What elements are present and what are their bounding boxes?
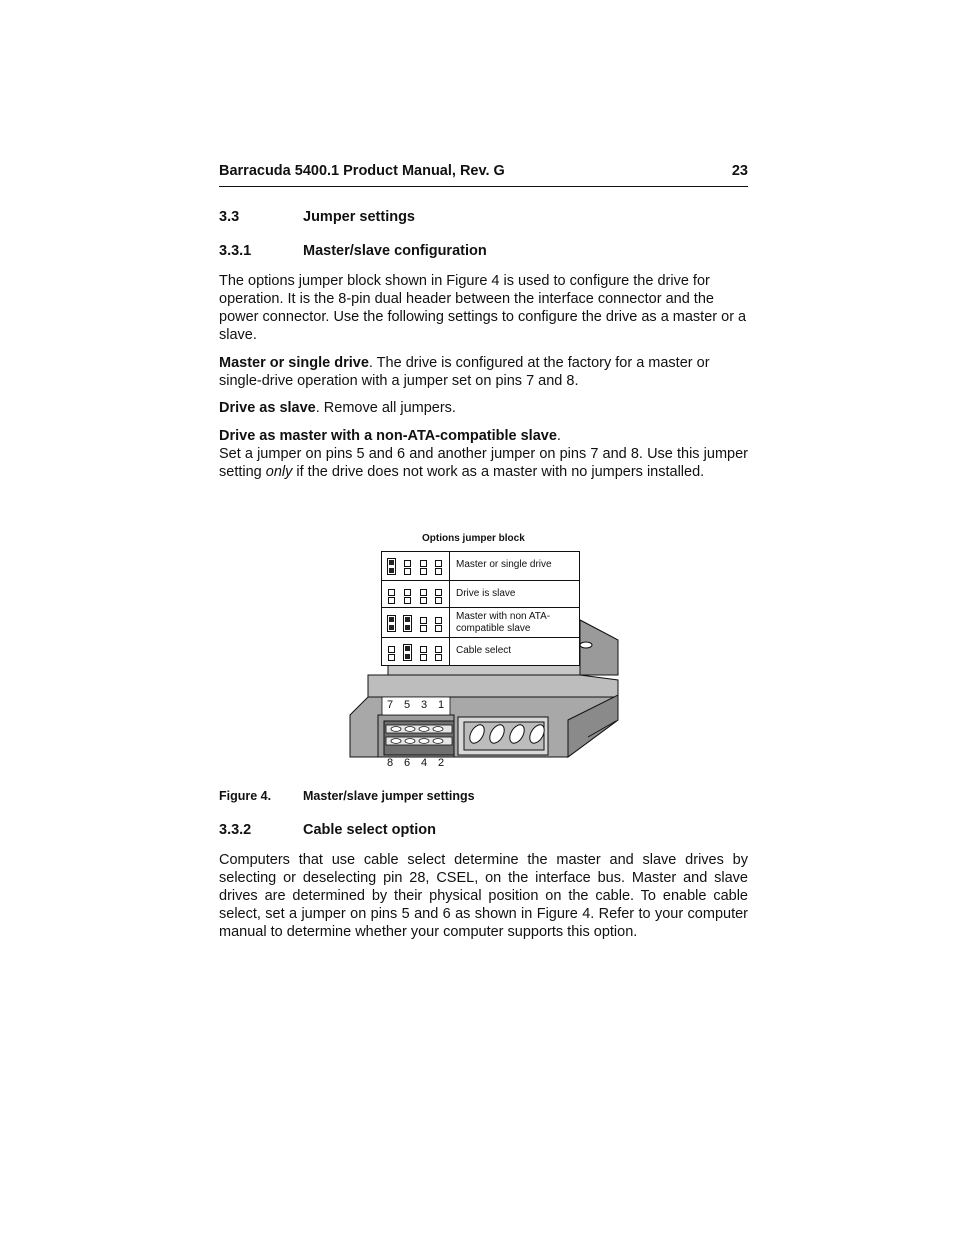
pin-number-top: 5	[404, 699, 411, 711]
drive-slave-text: . Remove all jumpers.	[315, 400, 456, 416]
pin-2	[435, 597, 442, 604]
row-label-line1: Master with non ATA-	[456, 611, 551, 622]
section-title: Master/slave configuration	[303, 243, 487, 259]
pin-7	[388, 589, 395, 596]
header-pin	[419, 727, 429, 732]
section-number: 3.3.1	[219, 243, 252, 259]
pin-number-bottom: 6	[404, 757, 411, 769]
pin-number-bottom: 8	[387, 757, 394, 769]
header-pin	[433, 739, 443, 744]
pin-8	[388, 654, 395, 661]
figure-caption-number: Figure 4.	[219, 789, 272, 803]
running-header	[219, 163, 748, 179]
master-non-ata-emphasis: only	[265, 464, 293, 480]
drive-slave-label: Drive as slave	[219, 400, 316, 416]
pin-4	[420, 568, 427, 575]
jumper-7-8	[387, 615, 396, 632]
pin-5	[404, 560, 411, 567]
page-number: 23	[731, 163, 748, 179]
pin-number-bottom: 2	[438, 757, 445, 769]
pin-4	[420, 625, 427, 632]
pin-1	[435, 560, 442, 567]
pin-6	[404, 568, 411, 575]
header-rule	[219, 186, 748, 187]
master-single-paragraph	[219, 354, 748, 390]
pin-1	[435, 589, 442, 596]
section-heading-3-3-1	[219, 243, 487, 259]
figure-caption-title: Master/slave jumper settings	[303, 789, 475, 803]
master-non-ata-text-before: Set a jumper on pins 5 and 6 and another jumper on pins 7 and 8. Use this jumper setting	[219, 446, 748, 480]
header-pin	[405, 727, 415, 732]
master-non-ata-text-after: if the drive does not work as a master with no jumpers installed.	[292, 464, 705, 480]
figure-caption	[219, 789, 475, 803]
intro-paragraph: The options jumper block shown in Figure 4 is used to configure the drive for operation. It is the 8-pin dual header between the interface connector and the power connector. Use the following settings to configure the drive as a master or a slave.	[219, 273, 747, 343]
jumper-5-6	[403, 615, 412, 632]
master-non-ata-paragraph	[219, 445, 748, 481]
row-label: Cable select	[456, 645, 512, 656]
row-label: Drive is slave	[456, 588, 516, 599]
pin-diagram	[382, 552, 450, 580]
pin-diagram	[382, 581, 450, 608]
master-non-ata-label: Drive as master with a non-ATA-compatible slave	[219, 428, 557, 444]
jumper-5-6	[403, 644, 412, 661]
jumper-row-master-single	[382, 552, 579, 580]
master-single-label: Master or single drive	[219, 355, 369, 371]
pin-8	[388, 597, 395, 604]
jumper-row-master-non-ata	[382, 607, 579, 638]
section-heading-3-3-2	[219, 822, 436, 838]
row-label	[456, 611, 550, 635]
master-single-text: . The drive is configured at the factory for a master or single-drive operation with a jumper set on pins 7 and 8.	[219, 355, 710, 389]
header-pin	[419, 739, 429, 744]
row-label: Master or single drive	[456, 559, 552, 570]
jumper-row-cable-select	[382, 637, 579, 666]
pin-number-top: 3	[421, 699, 428, 711]
figure-title: Options jumper block	[422, 533, 525, 544]
pin-7	[388, 646, 395, 653]
pin-diagram	[382, 638, 450, 666]
pin-2	[435, 568, 442, 575]
pin-2	[435, 625, 442, 632]
header-pin	[391, 739, 401, 744]
pin-6	[404, 597, 411, 604]
pin-1	[435, 617, 442, 624]
pin-4	[420, 597, 427, 604]
section-number: 3.3	[219, 209, 240, 225]
pin-number-bottom: 4	[421, 757, 428, 769]
drive-slave-paragraph	[219, 399, 748, 417]
master-non-ata-heading	[219, 427, 748, 445]
drive-mid-slab	[368, 675, 618, 697]
header-pin	[391, 727, 401, 732]
header-title: Barracuda 5400.1 Product Manual, Rev. G	[219, 163, 505, 179]
header-pin	[405, 739, 415, 744]
pin-3	[420, 560, 427, 567]
pin-diagram	[382, 608, 450, 638]
master-non-ata-suffix: .	[556, 428, 561, 444]
drive-screw-hole	[580, 642, 592, 648]
pin-3	[420, 646, 427, 653]
section-heading-3-3	[219, 209, 415, 225]
pin-1	[435, 646, 442, 653]
section-title: Jumper settings	[303, 209, 415, 225]
pin-5	[404, 589, 411, 596]
pin-3	[420, 589, 427, 596]
pin-number-top: 7	[387, 699, 394, 711]
row-label-line2: compatible slave	[456, 623, 531, 634]
jumper-7-8	[387, 558, 396, 575]
section-number: 3.3.2	[219, 822, 252, 838]
pin-3	[420, 617, 427, 624]
pin-2	[435, 654, 442, 661]
cable-select-paragraph: Computers that use cable select determine the master and slave drives by selecting or deselecting pin 28, CSEL, on the interface bus. Master and slave drives are determined by their physical position on the cable. To enable cable select, set a jumper on pins 5 and 6 as shown in Figure 4. Refer to your computer manual to determine whether your computer supports this option.	[219, 852, 748, 940]
jumper-settings-table	[381, 551, 580, 666]
header-pin	[433, 727, 443, 732]
pin-4	[420, 654, 427, 661]
section-title: Cable select option	[303, 822, 436, 838]
pin-number-top: 1	[438, 699, 445, 711]
jumper-row-slave	[382, 580, 579, 608]
